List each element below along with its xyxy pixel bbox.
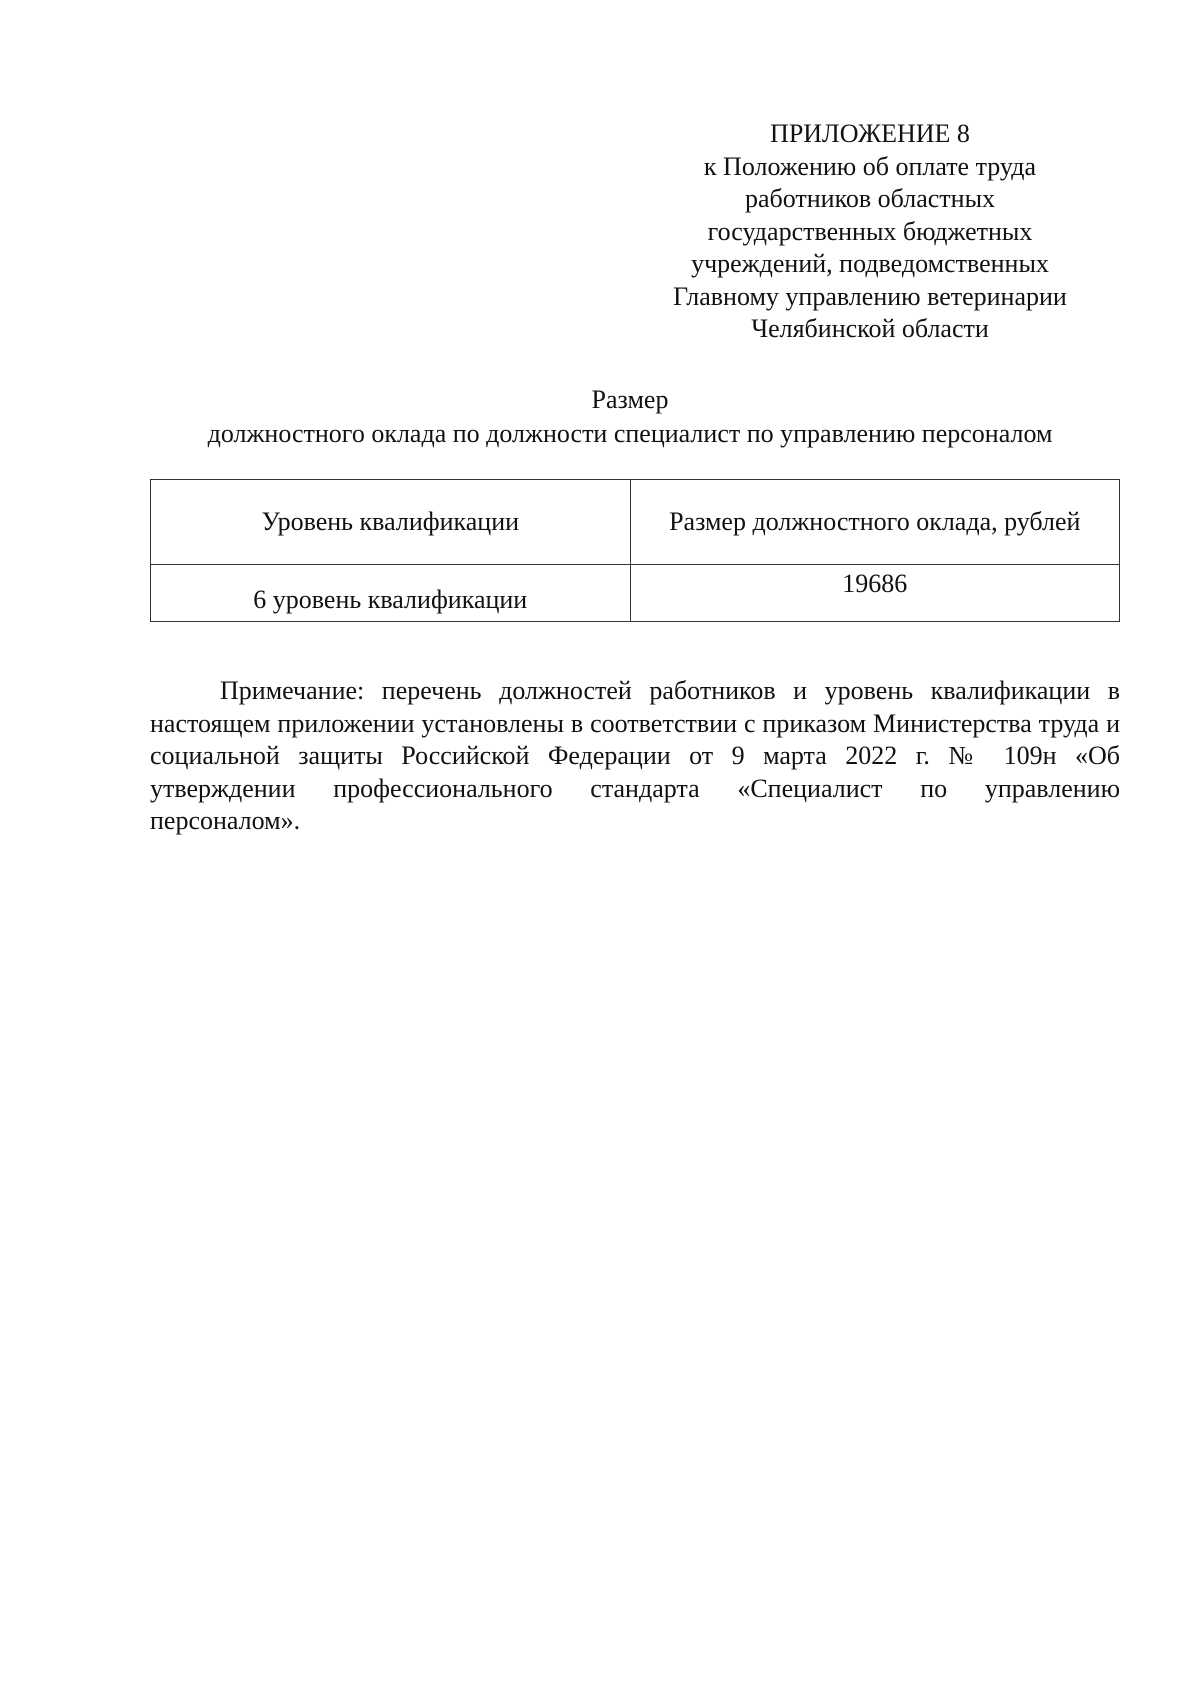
appendix-title: ПРИЛОЖЕНИЕ 8: [770, 119, 970, 148]
table-header-row: [151, 480, 1120, 565]
cell-salary: 19686: [630, 565, 1119, 622]
appendix-line: работников областных: [744, 184, 996, 213]
appendix-header: [640, 118, 1100, 346]
appendix-line: Главному управлению ветеринарии: [673, 281, 1067, 311]
document-title: [140, 383, 1120, 451]
appendix-line: Челябинской области: [751, 314, 989, 343]
appendix-line: к Положению об оплате труда: [703, 151, 1037, 181]
header-salary: Размер должностного оклада, рублей: [630, 480, 1119, 565]
appendix-line: учреждений, подведомственных: [691, 249, 1049, 278]
table-row: [151, 565, 1120, 622]
note-paragraph: Примечание: перечень должностей работников и уровень квалификации в настоящем приложении установлены в соответствии с приказом Министерства труда и социальной защиты Российской Федерации от 9 марта 2022 г. № 109н «Об утверждении профессионального стандарта «Специалист по управлению персоналом».: [150, 676, 1120, 835]
header-qualification-level: Уровень квалификации: [151, 480, 631, 565]
title-line-1: Размер: [591, 385, 669, 414]
appendix-line: государственных бюджетных: [707, 216, 1033, 246]
salary-table: [150, 479, 1120, 622]
cell-qualification-level: 6 уровень квалификации: [151, 565, 631, 622]
title-line-2: должностного оклада по должности специалист по управлению персоналом: [207, 419, 1053, 448]
